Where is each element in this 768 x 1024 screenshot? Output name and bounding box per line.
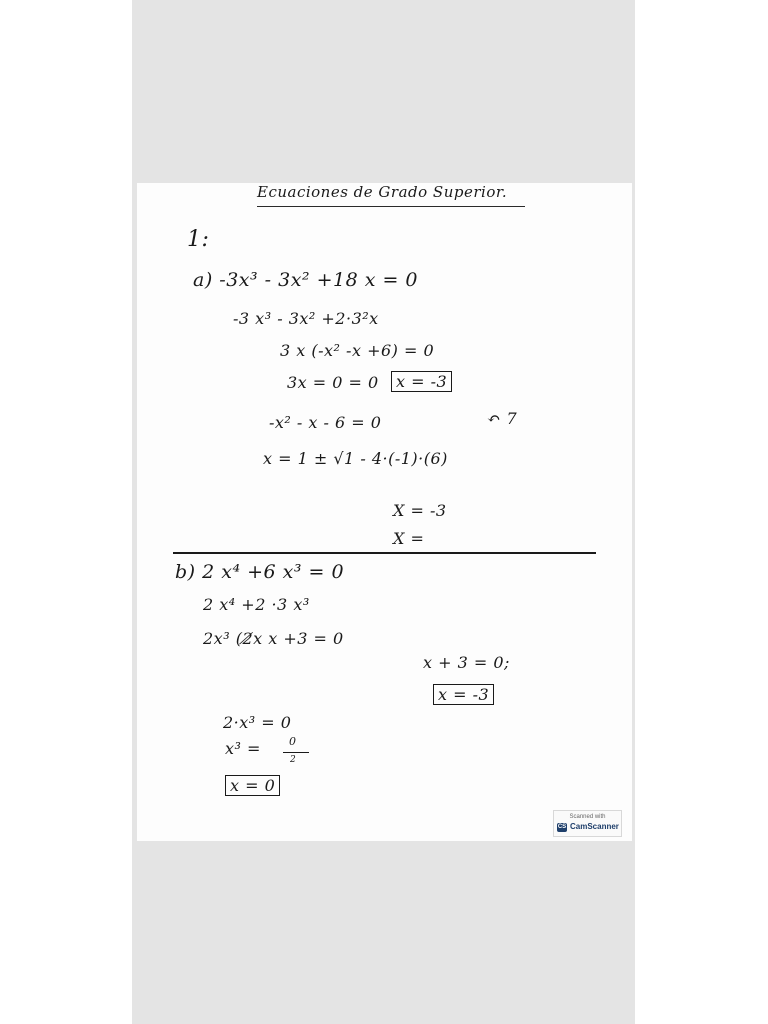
part-a-line-4: 3x = 0 = 0: [287, 373, 379, 392]
part-a-line-6: x = 1 ± √1 - 4·(-1)·(6): [263, 449, 448, 468]
part-b-line-1: b) 2 x⁴ +6 x³ = 0: [175, 561, 345, 583]
part-b-line-2: 2 x⁴ +2 ·3 x³: [203, 595, 310, 614]
camscanner-logo-icon: CS: [557, 824, 567, 830]
fraction-numerator: 0: [289, 735, 297, 748]
part-b-line-4: x + 3 = 0;: [423, 653, 510, 672]
part-a-annotation: ↶ 7: [487, 409, 518, 428]
part-a-line-3: 3 x (-x² -x +6) = 0: [280, 341, 435, 360]
part-b-boxed-answer-1: x = -3: [433, 684, 494, 705]
part-a-line-7: X = -3: [393, 501, 447, 520]
scanned-page: [137, 183, 632, 841]
fraction-denominator: 2: [290, 755, 297, 765]
part-a-boxed-answer: x = -3: [391, 371, 452, 392]
part-b-line-5: 2·x³ = 0: [223, 713, 292, 732]
part-b-line-6: x³ =: [225, 739, 261, 758]
fraction-bar: [283, 752, 309, 753]
watermark-caption: Scanned with: [569, 814, 606, 820]
part-a-line-5: -x² - x - 6 = 0: [269, 413, 382, 432]
part-b-line-3: 2x³ (2̸x x +3 = 0: [203, 629, 344, 648]
watermark-brand: CamScanner: [570, 822, 619, 831]
problem-number: 1:: [187, 227, 210, 252]
part-a-line-2: -3 x³ - 3x² +2·3²x: [233, 309, 379, 328]
document-title: Ecuaciones de Grado Superior.: [257, 183, 508, 201]
part-a-line-1: a) -3x³ - 3x² +18 x = 0: [193, 269, 419, 291]
camscanner-watermark: [553, 810, 622, 837]
title-underline: [257, 206, 525, 207]
part-a-line-8: X =: [393, 529, 425, 548]
section-divider: [173, 552, 596, 554]
part-b-boxed-answer-2: x = 0: [225, 775, 280, 796]
